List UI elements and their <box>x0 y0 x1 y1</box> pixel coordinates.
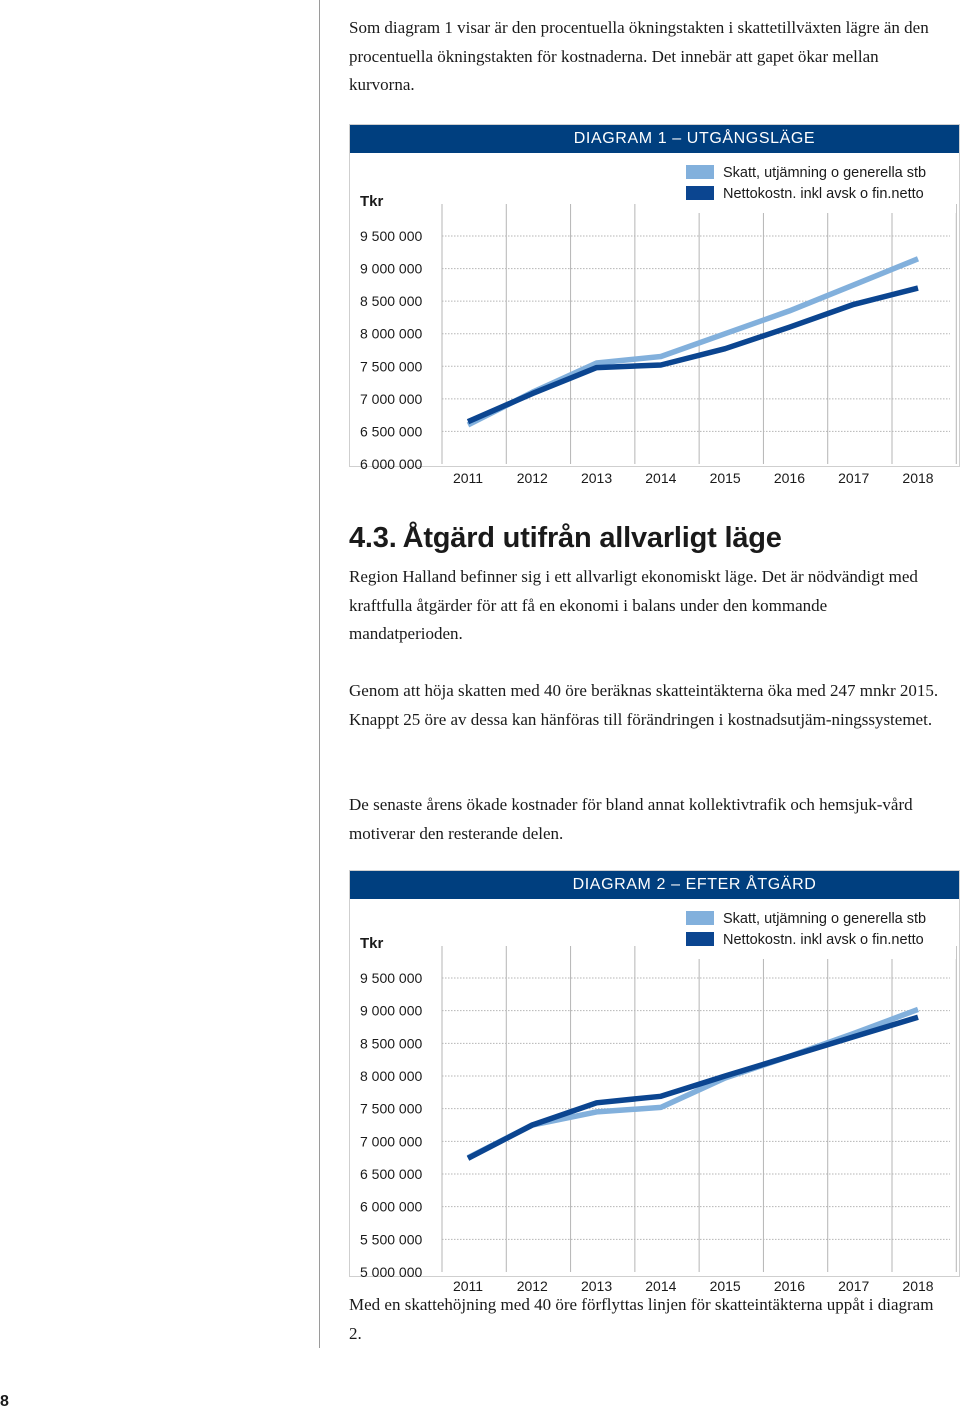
x-tick-label: 2011 <box>452 470 484 486</box>
legend-swatch-1 <box>686 911 714 925</box>
series-line-2 <box>468 1017 918 1158</box>
diagram-1 <box>349 124 960 486</box>
diagram-2-plot <box>350 899 959 1294</box>
x-tick-label: 2012 <box>516 470 548 486</box>
x-tick-label: 2017 <box>838 1278 870 1294</box>
y-tick-label: 9 500 000 <box>360 228 423 244</box>
y-tick-label: 8 500 000 <box>360 1035 423 1052</box>
x-tick-label: 2017 <box>838 470 870 486</box>
x-tick-label: 2018 <box>902 470 934 486</box>
y-tick-label: 8 000 000 <box>360 325 423 342</box>
y-tick-label: 6 000 000 <box>360 456 423 472</box>
section-number: 4.3. <box>349 522 397 554</box>
legend-swatch-1 <box>686 165 714 179</box>
diagram-1-plot <box>350 153 959 486</box>
series-line-1 <box>468 259 918 425</box>
y-tick-label: 7 000 000 <box>360 390 423 407</box>
page-number: 8 <box>0 1393 9 1410</box>
legend <box>680 159 956 213</box>
section-heading <box>349 522 782 555</box>
legend-label-1: Skatt, utjämning o generella stb <box>723 165 927 181</box>
y-tick-label: 5 500 000 <box>360 1231 423 1248</box>
x-tick-label: 2015 <box>709 470 741 486</box>
x-tick-label: 2016 <box>773 1278 806 1294</box>
y-tick-label: 7 500 000 <box>360 358 423 375</box>
x-tick-label: 2014 <box>645 1278 677 1294</box>
y-tick-label: 9 500 000 <box>360 970 423 986</box>
y-tick-label: 5 000 000 <box>360 1264 423 1280</box>
x-tick-label: 2012 <box>516 1278 548 1294</box>
x-tick-label: 2014 <box>645 470 677 486</box>
y-axis-label: Tkr <box>360 193 384 210</box>
closing-paragraph: Med en skattehöjning med 40 öre förflyttas linjen för skatteintäkterna uppåt i diagram 2. <box>349 1295 934 1343</box>
y-tick-label: 8 000 000 <box>360 1068 423 1084</box>
y-tick-label: 6 500 000 <box>360 1166 423 1182</box>
legend-label-2: Nettokostn. inkl avsk o fin.netto <box>723 186 924 202</box>
series-line-2 <box>468 288 918 422</box>
x-tick-label: 2015 <box>709 1278 741 1294</box>
legend <box>680 905 956 959</box>
y-tick-label: 8 500 000 <box>360 293 423 310</box>
diagram-1-title: DIAGRAM 1 – UTGÅNGSLÄGE <box>350 125 959 153</box>
column-rule <box>319 0 320 1348</box>
y-tick-label: 6 000 000 <box>360 1198 423 1215</box>
x-tick-label: 2018 <box>902 1278 934 1294</box>
y-tick-label: 9 000 000 <box>360 1002 423 1019</box>
x-tick-label: 2016 <box>773 470 806 486</box>
y-tick-label: 7 500 000 <box>360 1100 423 1117</box>
y-tick-label: 6 500 000 <box>360 423 423 440</box>
intro-paragraph: Som diagram 1 visar är den procentuella ökningstakten i skattetillväxten lägre än den procentuella ökningstakten för kostnaderna. Det innebär att gapet ökar mellan kurvorna. <box>349 18 929 94</box>
x-tick-label: 2013 <box>580 470 613 486</box>
y-tick-label: 9 000 000 <box>360 260 423 277</box>
section-paragraph-2: Genom att höja skatten med 40 öre beräknas skatteintäkterna öka med 247 mnkr 2015. Knappt 25 öre av dessa kan hänföras till förändringen i kostnadsutjäm-ningssystemet. <box>349 681 939 729</box>
diagram-2 <box>349 870 960 1294</box>
diagram-2-title: DIAGRAM 2 – EFTER ÅTGÄRD <box>350 871 959 899</box>
x-tick-label: 2013 <box>580 1278 613 1294</box>
section-paragraph-1: Region Halland befinner sig i ett allvarligt ekonomiskt läge. Det är nödvändigt med kraftfulla åtgärder för att få en ekonomi i balans under den kommande mandatperioden. <box>349 567 918 643</box>
legend-label-1: Skatt, utjämning o generella stb <box>723 911 927 927</box>
section-paragraph-3: De senaste årens ökade kostnader för bland annat kollektivtrafik och hemsjuk-vård motiverar den resterande delen. <box>349 795 913 843</box>
legend-swatch-2 <box>686 186 714 200</box>
legend-label-2: Nettokostn. inkl avsk o fin.netto <box>723 932 924 948</box>
y-axis-label: Tkr <box>360 935 384 952</box>
y-tick-label: 7 000 000 <box>360 1133 423 1150</box>
x-tick-label: 2011 <box>452 1278 484 1294</box>
legend-swatch-2 <box>686 932 714 946</box>
section-title: Åtgärd utifrån allvarligt läge <box>402 522 782 554</box>
